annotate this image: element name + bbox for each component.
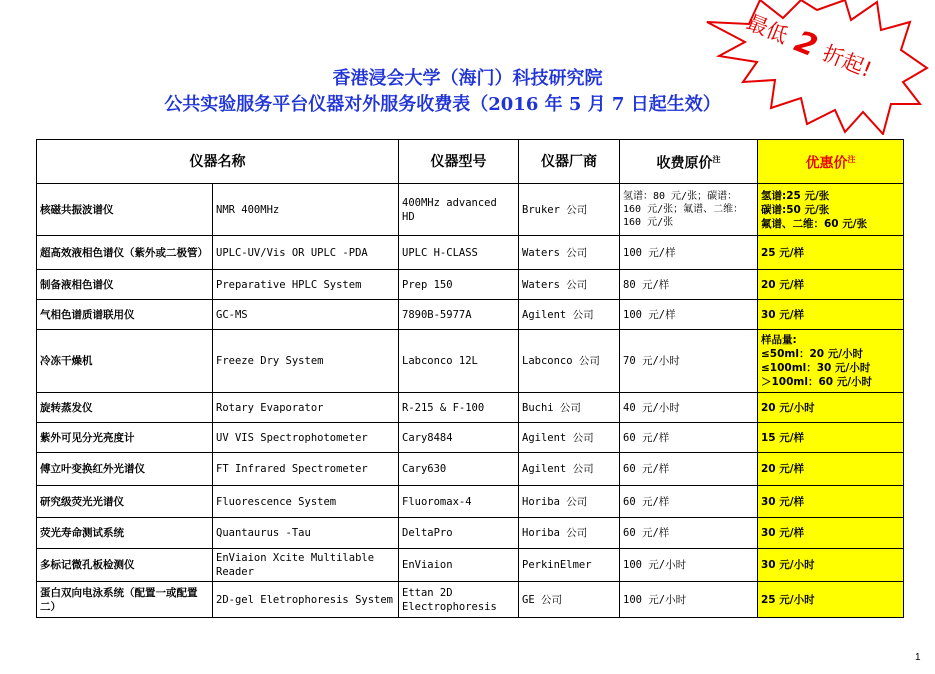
original-price: 100 元/样 — [620, 236, 758, 270]
instrument-model: Cary630 — [399, 453, 519, 486]
promo-price — [758, 423, 904, 453]
table-row — [37, 270, 904, 300]
instrument-name-en: UV VIS Spectrophotometer — [213, 423, 399, 453]
promo-price — [758, 236, 904, 270]
instrument-model: R-215 & F-100 — [399, 393, 519, 423]
original-price: 60 元/样 — [620, 518, 758, 549]
table-row — [37, 518, 904, 549]
instrument-maker: Agilent 公司 — [519, 300, 620, 330]
header-promo-price: 优惠价$^注$ — [758, 140, 904, 184]
instrument-name-en: Quantaurus -Tau — [213, 518, 399, 549]
promo-price — [758, 486, 904, 518]
instrument-model: EnViaion — [399, 549, 519, 582]
instrument-maker: Agilent 公司 — [519, 423, 620, 453]
instrument-maker: Waters 公司 — [519, 270, 620, 300]
promo-price — [758, 582, 904, 618]
table-row — [37, 300, 904, 330]
title-line-1: 香港浸会大学（海门）科技研究院 — [332, 68, 603, 89]
promo-price-line: 20 元/样 — [761, 278, 805, 291]
promo-price-line: 20 元/样 — [761, 463, 805, 475]
instrument-maker: Horiba 公司 — [519, 486, 620, 518]
instrument-name-cn: 核磁共振波谱仪 — [37, 184, 213, 236]
starburst-shape — [707, 0, 927, 134]
starburst-text-pre: 最低 — [743, 10, 792, 49]
header-maker: 仪器厂商 — [519, 140, 620, 184]
table-row — [37, 582, 904, 618]
instrument-name-cn: 蛋白双向电泳系统（配置一或配置二） — [37, 582, 213, 618]
promo-price-line: 氟谱、二维：60 元/张 — [761, 217, 868, 230]
starburst-text-num: 2 — [789, 24, 823, 65]
instrument-name-cn: 气相色谱质谱联用仪 — [37, 300, 213, 330]
instrument-maker: Labconco 公司 — [519, 330, 620, 393]
instrument-name-cn: 多标记微孔板检测仪 — [37, 549, 213, 582]
instrument-name-en: UPLC-UV/Vis OR UPLC -PDA — [213, 236, 399, 270]
instrument-name-cn: 研究级荧光光谱仪 — [37, 486, 213, 518]
instrument-name-cn: 傅立叶变换红外光谱仪 — [37, 453, 213, 486]
instrument-model: 400MHz advanced HD — [399, 184, 519, 236]
original-price: 40 元/小时 — [620, 393, 758, 423]
instrument-model: DeltaPro — [399, 518, 519, 549]
promo-price-line: 氢谱:25 元/张 — [761, 189, 830, 202]
promo-price-line: 30 元/样 — [761, 527, 805, 539]
instrument-maker: GE 公司 — [519, 582, 620, 618]
table-header-row — [37, 140, 904, 184]
promo-price-line: ≤50ml：20 元/小时 — [761, 348, 864, 360]
instrument-name-en: 2D-gel Eletrophoresis System — [213, 582, 399, 618]
promo-price-line: 碳谱:50 元/张 — [761, 203, 830, 216]
page-number: 1 — [915, 652, 921, 663]
instrument-name-en: FT Infrared Spectrometer — [213, 453, 399, 486]
promo-price — [758, 300, 904, 330]
promo-price-line: 30 元/样 — [761, 308, 805, 321]
discount-starburst — [705, 0, 930, 135]
instrument-model: Ettan 2D Electrophoresis — [399, 582, 519, 618]
promo-price-line: 25 元/小时 — [761, 593, 815, 606]
instrument-model: Cary8484 — [399, 423, 519, 453]
instrument-name-en: Fluorescence System — [213, 486, 399, 518]
original-price: 70 元/小时 — [620, 330, 758, 393]
original-price: 100 元/样 — [620, 300, 758, 330]
promo-price-line: 30 元/样 — [761, 495, 805, 508]
instrument-maker: Horiba 公司 — [519, 518, 620, 549]
table-row — [37, 549, 904, 582]
promo-price-line: 15 元/样 — [761, 431, 805, 444]
header-instrument-name: 仪器名称 — [37, 140, 399, 184]
original-price: 60 元/样 — [620, 453, 758, 486]
promo-price — [758, 549, 904, 582]
promo-price — [758, 518, 904, 549]
instrument-maker: Agilent 公司 — [519, 453, 620, 486]
instrument-name-en: GC-MS — [213, 300, 399, 330]
table-row — [37, 330, 904, 393]
promo-price-line: 30 元/小时 — [761, 559, 815, 571]
original-price: 80 元/样 — [620, 270, 758, 300]
fee-table — [36, 139, 904, 618]
instrument-model: Labconco 12L — [399, 330, 519, 393]
original-price: 100 元/小时 — [620, 549, 758, 582]
instrument-name-en: Rotary Evaporator — [213, 393, 399, 423]
instrument-model: UPLC H-CLASS — [399, 236, 519, 270]
promo-price — [758, 453, 904, 486]
instrument-maker: PerkinElmer — [519, 549, 620, 582]
promo-price — [758, 330, 904, 393]
title-line-2: 公共实验服务平台仪器对外服务收费表（2016 年 5 月 7 日起生效） — [164, 94, 721, 115]
table-row — [37, 236, 904, 270]
instrument-name-cn: 旋转蒸发仪 — [37, 393, 213, 423]
table-row — [37, 453, 904, 486]
header-original-price: 收费原价$^注$ — [620, 140, 758, 184]
promo-price — [758, 393, 904, 423]
instrument-name-cn: 冷冻干燥机 — [37, 330, 213, 393]
promo-price-line: 样品量: — [761, 334, 797, 346]
starburst-text-post: 折起! — [819, 40, 876, 83]
table-row — [37, 486, 904, 518]
table-row — [37, 393, 904, 423]
promo-price-line: 20 元/小时 — [761, 401, 815, 414]
promo-price-line: ＞100ml：60 元/小时 — [761, 376, 873, 388]
instrument-model: Prep 150 — [399, 270, 519, 300]
original-price: 60 元/样 — [620, 486, 758, 518]
promo-price — [758, 270, 904, 300]
instrument-name-en: Preparative HPLC System — [213, 270, 399, 300]
instrument-name-en: Freeze Dry System — [213, 330, 399, 393]
instrument-maker: Bruker 公司 — [519, 184, 620, 236]
promo-price-line: 25 元/样 — [761, 246, 805, 259]
instrument-maker: Waters 公司 — [519, 236, 620, 270]
instrument-model: Fluoromax-4 — [399, 486, 519, 518]
original-price: 60 元/样 — [620, 423, 758, 453]
instrument-name-cn: 制备液相色谱仪 — [37, 270, 213, 300]
original-price: 氢谱：80 元/张；碳谱：160 元/张；氟谱、二维：160 元/张 — [620, 184, 758, 236]
instrument-model: 7890B-5977A — [399, 300, 519, 330]
original-price: 100 元/小时 — [620, 582, 758, 618]
instrument-name-cn: 荧光寿命测试系统 — [37, 518, 213, 549]
instrument-maker: Buchi 公司 — [519, 393, 620, 423]
instrument-name-en: NMR 400MHz — [213, 184, 399, 236]
header-model: 仪器型号 — [399, 140, 519, 184]
promo-price-line: ≤100ml：30 元/小时 — [761, 362, 871, 374]
instrument-name-cn: 超高效液相色谱仪（紫外或二极管） — [37, 236, 213, 270]
table-row — [37, 423, 904, 453]
instrument-name-cn: 紫外可见分光亮度计 — [37, 423, 213, 453]
promo-price — [758, 184, 904, 236]
table-row — [37, 184, 904, 236]
instrument-name-en: EnViaion Xcite Multilable Reader — [213, 549, 399, 582]
